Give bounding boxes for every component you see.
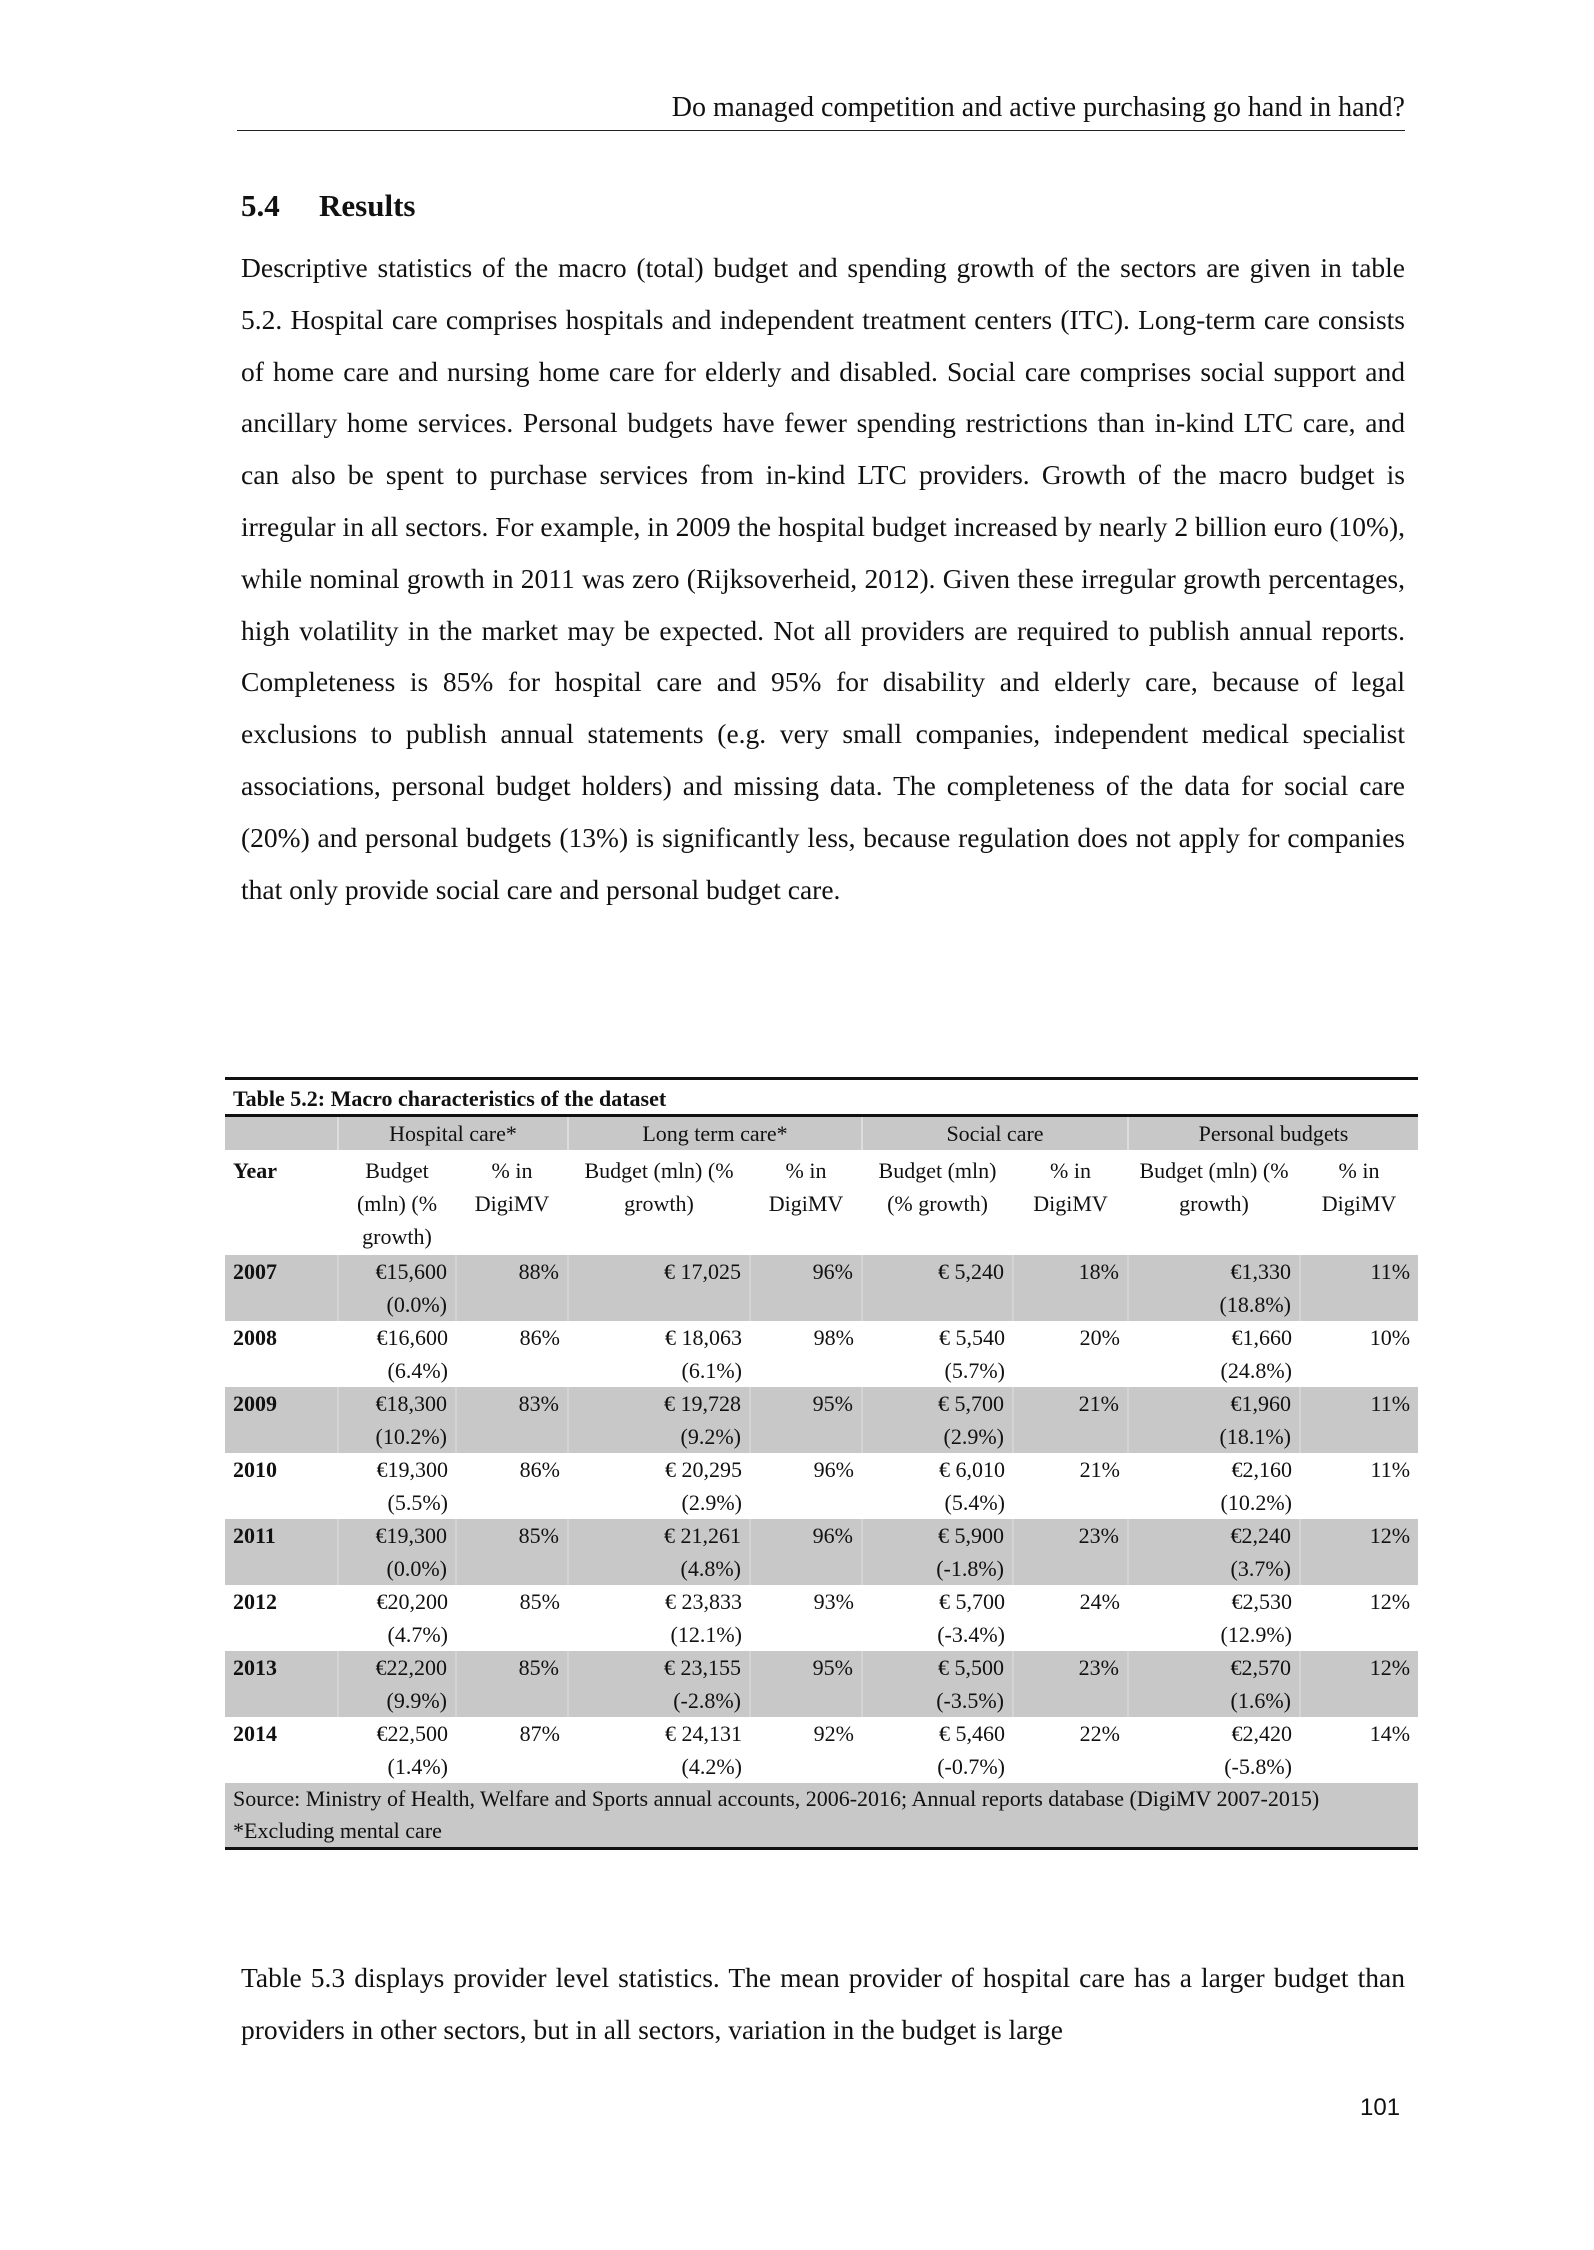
table-cell (338, 1585, 456, 1651)
table-cell (1300, 1453, 1418, 1519)
table-cell (338, 1453, 456, 1519)
table-cell (1300, 1321, 1418, 1387)
cell-value: € 5,240 (938, 1259, 1004, 1284)
cell-growth: (6.1%) (681, 1358, 742, 1383)
cell-value: 85% (518, 1655, 559, 1680)
cell-value: €2,160 (1231, 1457, 1292, 1482)
cell-growth: (0.0%) (386, 1556, 447, 1581)
cell-value: 86% (519, 1325, 560, 1350)
table-cell (338, 1519, 456, 1585)
cell-value: 96% (813, 1457, 854, 1482)
table-cell (1013, 1585, 1128, 1651)
cell-value: 22% (1079, 1721, 1120, 1746)
cell-growth (1308, 1486, 1410, 1519)
table-caption: Table 5.2: Macro characteristics of the dataset (225, 1079, 1418, 1116)
cell-value: €19,300 (376, 1457, 448, 1482)
table-cell (456, 1387, 568, 1453)
cell-value: €1,960 (1230, 1391, 1291, 1416)
table-cell (1300, 1387, 1418, 1453)
table-row (225, 1387, 1418, 1453)
table-cell (1128, 1255, 1300, 1321)
cell-value: € 5,900 (938, 1523, 1004, 1548)
cell-value: € 5,460 (939, 1721, 1005, 1746)
cell-growth: (18.1%) (1219, 1424, 1291, 1449)
cell-growth (759, 1288, 853, 1321)
table-row (225, 1717, 1418, 1783)
cell-growth: (24.8%) (1220, 1358, 1292, 1383)
table-cell (750, 1585, 862, 1651)
table-cell (862, 1717, 1013, 1783)
cell-value: 85% (518, 1523, 559, 1548)
cell-value: 11% (1370, 1457, 1411, 1482)
cell-growth: (4.8%) (680, 1556, 741, 1581)
column-header: % in DigiMV (1321, 1158, 1397, 1216)
cell-value: € 5,700 (939, 1589, 1005, 1614)
cell-value: €1,330 (1230, 1259, 1291, 1284)
cell-value: 18% (1078, 1259, 1119, 1284)
year-cell: 2008 (233, 1325, 277, 1350)
section-heading (241, 188, 415, 224)
column-header: Budget (mln) (% growth) (584, 1158, 734, 1216)
table-cell (456, 1717, 568, 1783)
table-cell (456, 1321, 568, 1387)
cell-growth: (-3.5%) (936, 1688, 1004, 1713)
cell-value: 96% (812, 1259, 853, 1284)
cell-value: €2,240 (1230, 1523, 1291, 1548)
table-cell (1013, 1255, 1128, 1321)
table-cell (750, 1321, 862, 1387)
table-row (225, 1585, 1418, 1651)
table-cell (750, 1651, 862, 1717)
cell-growth (464, 1750, 560, 1783)
cell-growth (759, 1552, 853, 1585)
cell-growth: (1.4%) (387, 1754, 448, 1779)
cell-value: 11% (1370, 1391, 1411, 1416)
table-cell (750, 1453, 862, 1519)
cell-value: 87% (519, 1721, 560, 1746)
cell-growth: (-3.4%) (937, 1622, 1005, 1647)
cell-value: €2,570 (1230, 1655, 1291, 1680)
table-cell (568, 1255, 750, 1321)
table-row (225, 1453, 1418, 1519)
cell-growth: (-0.7%) (937, 1754, 1005, 1779)
cell-value: 23% (1078, 1523, 1119, 1548)
table-cell (1128, 1651, 1300, 1717)
table-cell (750, 1255, 862, 1321)
cell-growth (871, 1288, 1004, 1321)
group-header: Social care (862, 1116, 1128, 1151)
cell-value: 24% (1079, 1589, 1120, 1614)
group-header: Hospital care* (338, 1116, 568, 1151)
year-cell: 2012 (233, 1589, 277, 1614)
column-header: Budget (mln) (% growth) (1139, 1158, 1289, 1216)
cell-growth (1308, 1618, 1410, 1651)
cell-growth (1309, 1288, 1410, 1321)
cell-growth (465, 1420, 559, 1453)
group-header: Personal budgets (1128, 1116, 1418, 1151)
cell-growth: (0.0%) (386, 1292, 447, 1317)
year-cell: 2011 (225, 1519, 338, 1585)
cell-growth (1308, 1750, 1410, 1783)
cell-growth: (4.7%) (387, 1622, 448, 1647)
running-head: Do managed competition and active purchasing go hand in hand? (237, 92, 1405, 131)
cell-growth: (5.7%) (944, 1358, 1005, 1383)
year-cell: 2009 (225, 1387, 338, 1453)
column-header: % in DigiMV (768, 1158, 844, 1216)
cell-value: €19,300 (375, 1523, 447, 1548)
cell-growth (1309, 1552, 1410, 1585)
table-cell (862, 1321, 1013, 1387)
cell-growth (758, 1486, 854, 1519)
cell-value: € 23,833 (665, 1589, 742, 1614)
cell-growth (1309, 1420, 1410, 1453)
cell-value: 95% (812, 1391, 853, 1416)
cell-growth: (2.9%) (681, 1490, 742, 1515)
cell-growth (1022, 1288, 1119, 1321)
table-cell (568, 1519, 750, 1585)
table-cell (568, 1585, 750, 1651)
cell-growth (759, 1420, 853, 1453)
cell-value: € 19,728 (664, 1391, 741, 1416)
cell-growth (1021, 1618, 1120, 1651)
group-header: Long term care* (568, 1116, 862, 1151)
table-row (225, 1255, 1418, 1321)
table-cell (862, 1453, 1013, 1519)
cell-value: 12% (1369, 1655, 1411, 1680)
table-cell (338, 1387, 456, 1453)
table-cell (456, 1585, 568, 1651)
column-header: % in DigiMV (1033, 1158, 1108, 1216)
table-row (225, 1651, 1418, 1717)
cell-value: 95% (812, 1655, 853, 1680)
table-cell (1013, 1453, 1128, 1519)
table-cell (568, 1453, 750, 1519)
cell-growth (1022, 1420, 1119, 1453)
cell-value: 96% (812, 1523, 853, 1548)
table-cell (1128, 1519, 1300, 1585)
cell-growth (1021, 1354, 1120, 1387)
cell-growth: (2.9%) (943, 1424, 1004, 1449)
cell-growth: (5.5%) (387, 1490, 448, 1515)
table-cell (338, 1255, 456, 1321)
cell-value: 93% (813, 1589, 854, 1614)
cell-value: €1,660 (1231, 1325, 1292, 1350)
table-cell (1128, 1585, 1300, 1651)
column-header: Budget (mln) (% growth) (356, 1158, 438, 1249)
body-paragraph: Table 5.3 displays provider level statistics. The mean provider of hospital care has a larger budget than providers in other sectors, but in all sectors, variation in the budget is large (241, 1962, 1405, 2045)
cell-value: €16,600 (376, 1325, 448, 1350)
cell-growth: (1.6%) (1230, 1688, 1291, 1713)
cell-value: €20,200 (376, 1589, 448, 1614)
cell-growth (1022, 1684, 1119, 1717)
cell-value: € 5,540 (939, 1325, 1005, 1350)
table-cell (1300, 1651, 1418, 1717)
cell-value: € 21,261 (664, 1523, 741, 1548)
cell-value: € 5,700 (938, 1391, 1004, 1416)
table-cell (338, 1651, 456, 1717)
table-cell (1300, 1717, 1418, 1783)
cell-value: 98% (813, 1325, 854, 1350)
cell-growth: (5.4%) (944, 1490, 1005, 1515)
table-row (225, 1519, 1418, 1585)
table-cell (750, 1387, 862, 1453)
cell-value: 21% (1078, 1391, 1119, 1416)
cell-value: € 24,131 (665, 1721, 742, 1746)
table-source-note: Source: Ministry of Health, Welfare and Sports annual accounts, 2006-2016; Annual reports database (DigiMV 2007-2015) *Excluding mental care (225, 1783, 1418, 1849)
cell-value: 23% (1078, 1655, 1119, 1680)
table-cell (1300, 1585, 1418, 1651)
cell-growth (464, 1354, 560, 1387)
cell-growth: (12.9%) (1220, 1622, 1292, 1647)
table-cell (1013, 1717, 1128, 1783)
cell-growth (758, 1750, 854, 1783)
year-cell: 2007 (225, 1255, 338, 1321)
cell-value: 86% (519, 1457, 560, 1482)
cell-value: 85% (519, 1589, 560, 1614)
cell-growth: (-2.8%) (673, 1688, 741, 1713)
cell-growth (465, 1552, 559, 1585)
cell-value: €18,300 (375, 1391, 447, 1416)
cell-value: €2,420 (1231, 1721, 1292, 1746)
table-cell (1128, 1453, 1300, 1519)
year-cell: 2014 (233, 1721, 277, 1746)
cell-value: €15,600 (375, 1259, 447, 1284)
table-cell (568, 1717, 750, 1783)
cell-value: 10% (1369, 1325, 1411, 1350)
table-cell (568, 1387, 750, 1453)
cell-value: €22,500 (376, 1721, 448, 1746)
cell-growth: (6.4%) (387, 1358, 448, 1383)
cell-growth (758, 1354, 854, 1387)
cell-growth (758, 1618, 854, 1651)
group-header-blank (225, 1116, 338, 1151)
table-cell (750, 1717, 862, 1783)
table-cell (862, 1585, 1013, 1651)
cell-value: € 23,155 (664, 1655, 741, 1680)
table-cell (1300, 1255, 1418, 1321)
cell-growth: (9.2%) (680, 1424, 741, 1449)
section-number: 5.4 (241, 188, 280, 223)
table-cell (456, 1519, 568, 1585)
page-number: 101 (1360, 2094, 1401, 2121)
table-cell (1013, 1519, 1128, 1585)
table-row (225, 1321, 1418, 1387)
cell-growth (465, 1288, 559, 1321)
column-header: Year (233, 1158, 277, 1183)
cell-growth (1021, 1486, 1120, 1519)
table-cell (1013, 1387, 1128, 1453)
cell-growth: (-5.8%) (1224, 1754, 1292, 1779)
cell-growth: (12.1%) (670, 1622, 742, 1647)
table-cell (456, 1255, 568, 1321)
cell-growth (464, 1618, 560, 1651)
cell-growth (464, 1486, 560, 1519)
table-cell (1300, 1519, 1418, 1585)
table-cell (456, 1651, 568, 1717)
table-cell (1128, 1387, 1300, 1453)
table-cell (1128, 1717, 1300, 1783)
table-cell (862, 1519, 1013, 1585)
cell-value: 92% (813, 1721, 854, 1746)
cell-value: €2,530 (1231, 1589, 1292, 1614)
table-cell (1128, 1321, 1300, 1387)
year-cell: 2013 (225, 1651, 338, 1717)
column-header: Budget (mln) (% growth) (878, 1158, 997, 1216)
column-header: % in DigiMV (474, 1158, 550, 1216)
table-cell (862, 1651, 1013, 1717)
cell-growth (1309, 1684, 1410, 1717)
cell-growth: (9.9%) (386, 1688, 447, 1713)
cell-growth: (18.8%) (1219, 1292, 1291, 1317)
table-cell (338, 1717, 456, 1783)
cell-value: € 18,063 (665, 1325, 742, 1350)
table-cell (1013, 1651, 1128, 1717)
cell-growth: (10.2%) (375, 1424, 447, 1449)
cell-growth (465, 1684, 559, 1717)
cell-growth (1021, 1750, 1120, 1783)
cell-growth (577, 1288, 741, 1321)
cell-value: 21% (1079, 1457, 1120, 1482)
cell-growth (1022, 1552, 1119, 1585)
table-cell (456, 1453, 568, 1519)
year-cell: 2010 (233, 1457, 277, 1482)
table-cell (862, 1387, 1013, 1453)
table-cell (750, 1519, 862, 1585)
cell-growth: (10.2%) (1220, 1490, 1292, 1515)
section-title: Results (319, 188, 416, 223)
cell-value: € 20,295 (665, 1457, 742, 1482)
cell-value: € 6,010 (939, 1457, 1005, 1482)
cell-value: 14% (1369, 1721, 1411, 1746)
cell-growth (759, 1684, 853, 1717)
table-cell (1013, 1321, 1128, 1387)
cell-value: € 17,025 (664, 1259, 741, 1284)
cell-value: €22,200 (375, 1655, 447, 1680)
table-cell (862, 1255, 1013, 1321)
table-cell (568, 1651, 750, 1717)
cell-value: € 5,500 (938, 1655, 1004, 1680)
table-cell (338, 1321, 456, 1387)
macro-characteristics-table (225, 1077, 1418, 1850)
cell-value: 20% (1079, 1325, 1120, 1350)
body-paragraph: Descriptive statistics of the macro (total) budget and spending growth of the sectors are given in table 5.2. Hospital care comprises hospitals and independent treatment centers (ITC). Long-term care consists of home care and nursing home care for elderly and disabled. Social care comprises social support and ancillary home services. Personal budgets have fewer spending restrictions than in-kind LTC care, and can also be spent to purchase services from in-kind LTC providers. Growth of the macro budget is irregular in all sectors. For example, in 2009 the hospital budget increased by nearly 2 billion euro (10%), while nominal growth in 2011 was zero (Rijksoverheid, 2012). Given these irregular growth percentages, high volatility in the market may be expected. Not all providers are required to publish annual reports. Completeness is 85% for hospital care and 95% for disability and elderly care, because of legal exclusions to publish annual statements (e.g. very small companies, independent medical specialist associations, personal budget holders) and missing data. The completeness of the data for social care (20%) and personal budgets (13%) is significantly less, because regulation does not apply for companies that only provide social care and personal budget care. (241, 252, 1405, 905)
cell-growth: (3.7%) (1230, 1556, 1291, 1581)
cell-value: 88% (518, 1259, 559, 1284)
cell-value: 12% (1369, 1523, 1411, 1548)
cell-value: 12% (1369, 1589, 1411, 1614)
cell-value: 11% (1370, 1259, 1411, 1284)
cell-growth: (4.2%) (681, 1754, 742, 1779)
cell-value: 83% (518, 1391, 559, 1416)
cell-growth (1308, 1354, 1410, 1387)
table-cell (568, 1321, 750, 1387)
cell-growth: (-1.8%) (936, 1556, 1004, 1581)
